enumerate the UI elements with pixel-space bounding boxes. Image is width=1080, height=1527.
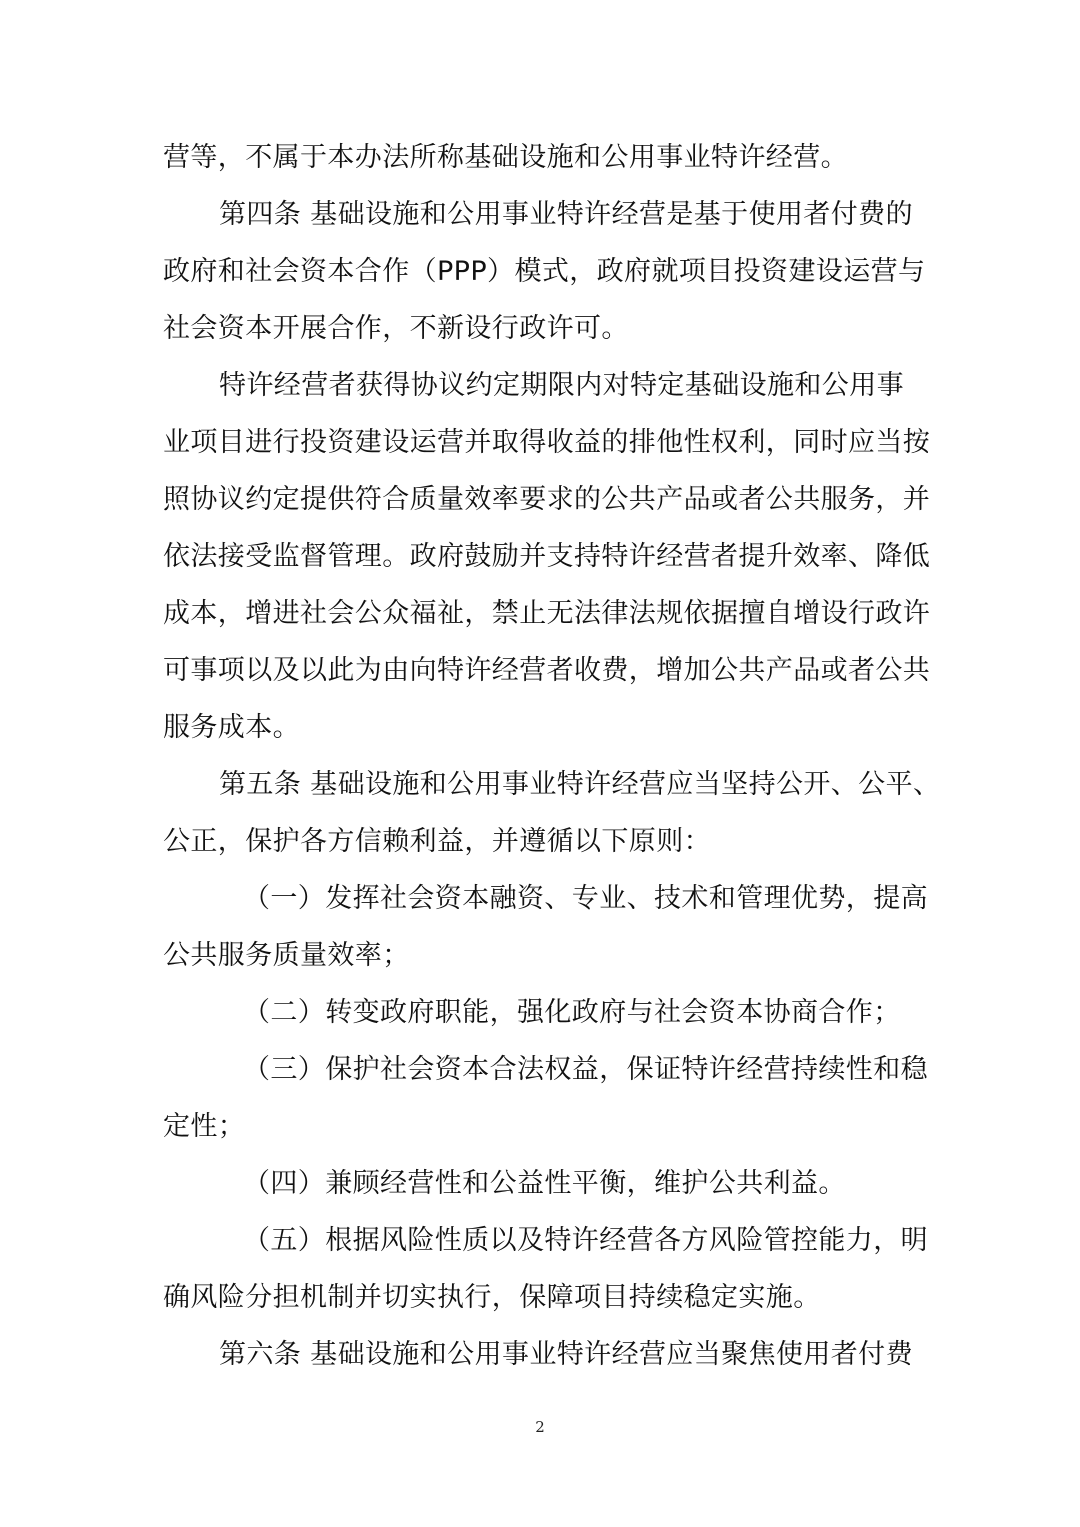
article-5-heading-line: 第五条 基础设施和公用事业特许经营应当坚持公开、公平、 xyxy=(219,769,941,800)
text-line: 确风险分担机制并切实执行，保障项目持续稳定实施。 xyxy=(163,1282,821,1313)
article-6-heading-line: 第六条 基础设施和公用事业特许经营应当聚焦使用者付费 xyxy=(219,1339,913,1370)
text-line: 政府和社会资本合作（PPP）模式，政府就项目投资建设运营与 xyxy=(163,256,926,287)
text-line: 营等，不属于本办法所称基础设施和公用事业特许经营。 xyxy=(163,142,848,173)
principle-2-line: （二）转变政府职能，强化政府与社会资本协商合作； xyxy=(243,997,901,1028)
principle-5-line: （五）根据风险性质以及特许经营各方风险管控能力，明 xyxy=(243,1225,928,1256)
text-line: 依法接受监督管理。政府鼓励并支持特许经营者提升效率、降低 xyxy=(163,541,931,572)
paragraph-start-line: 特许经营者获得协议约定期限内对特定基础设施和公用事 xyxy=(219,370,904,401)
text-line: 公正，保护各方信赖利益，并遵循以下原则： xyxy=(163,826,711,857)
page-number: 2 xyxy=(535,1418,545,1436)
document-body xyxy=(163,129,941,1383)
text-line: 定性； xyxy=(163,1111,246,1142)
text-line: 照协议约定提供符合质量效率要求的公共产品或者公共服务，并 xyxy=(163,484,931,515)
text-line: 可事项以及以此为由向特许经营者收费，增加公共产品或者公共 xyxy=(163,655,931,686)
text-line: 业项目进行投资建设运营并取得收益的排他性权利，同时应当按 xyxy=(163,427,931,458)
text-line: 服务成本。 xyxy=(163,712,300,743)
principle-3-line: （三）保护社会资本合法权益，保证特许经营持续性和稳 xyxy=(243,1054,928,1085)
principle-4-line: （四）兼顾经营性和公益性平衡，维护公共利益。 xyxy=(243,1168,846,1199)
text-line: 成本，增进社会公众福祉，禁止无法律法规依据擅自增设行政许 xyxy=(163,598,931,629)
principle-1-line: （一）发挥社会资本融资、专业、技术和管理优势，提高 xyxy=(243,883,928,914)
article-4-heading-line: 第四条 基础设施和公用事业特许经营是基于使用者付费的 xyxy=(219,199,913,230)
text-line: 公共服务质量效率； xyxy=(163,940,410,971)
text-line: 社会资本开展合作，不新设行政许可。 xyxy=(163,313,629,344)
